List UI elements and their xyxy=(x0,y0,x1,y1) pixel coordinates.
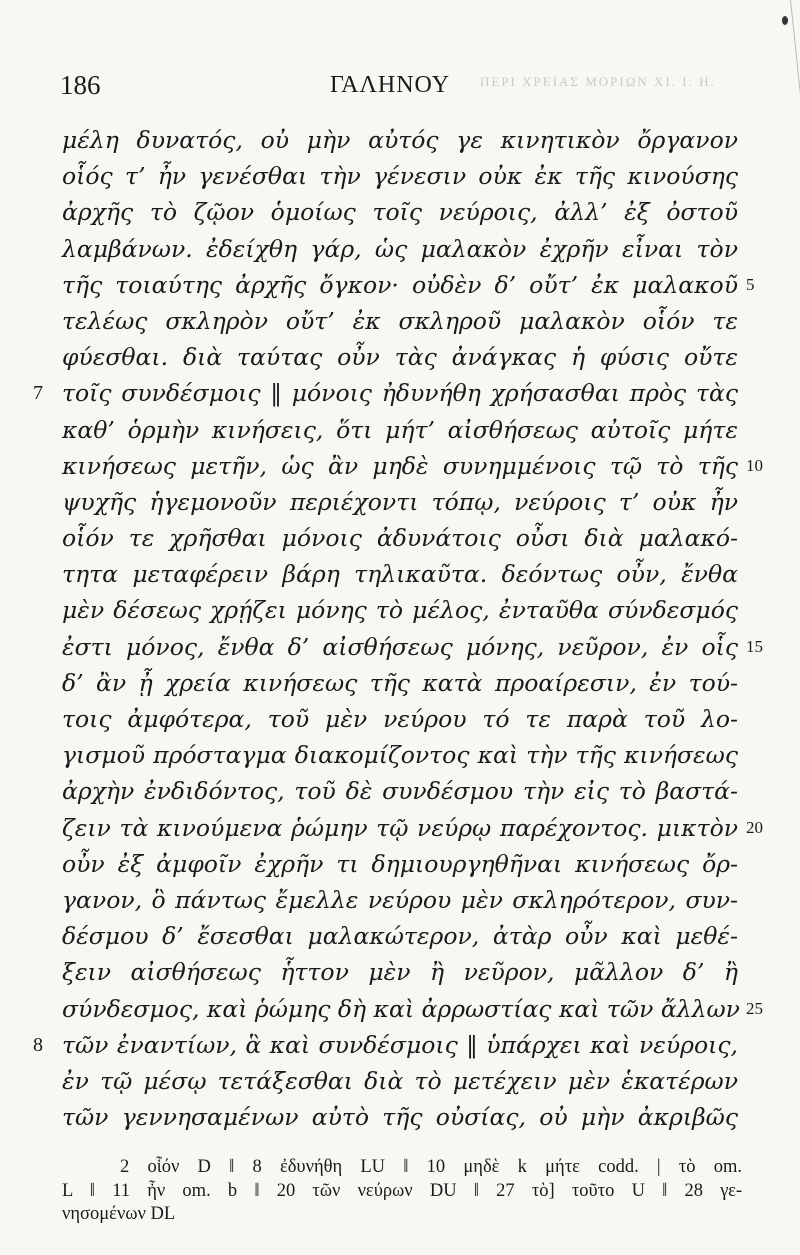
line-number: 25 xyxy=(746,998,763,1018)
text-line xyxy=(0,954,800,990)
line-text: κινήσεως μετῆν, ὡς ἂν μηδὲ συνημμένοις τῷ τὸ τῆς xyxy=(62,451,738,480)
text-line xyxy=(0,882,800,918)
line-text: καθ’ ὁρμὴν κινήσεις, ὅτι μήτ’ αἰσθήσεως αὐτοῖς μήτε xyxy=(62,415,738,444)
line-text: λαμβάνων. ἐδείχθη γάρ, ὡς μαλακὸν ἐχρῆν εἶναι τὸν xyxy=(62,234,738,263)
line-number: 15 xyxy=(746,636,763,656)
text-line xyxy=(0,484,800,520)
footnote-line: L ‖ 11 ἦν om. b ‖ 20 τῶν νεύρων DU ‖ 27 τὸ] τοῦτο U ‖ 28 γε- xyxy=(62,1180,742,1201)
apparatus-footnotes xyxy=(62,1156,742,1227)
line-text: δ’ ἂν ᾖ χρεία κινήσεως τῆς κατὰ προαίρεσιν, ἐν τού- xyxy=(62,668,738,697)
line-text: ψυχῆς ἡγεμονοῦν περιέχοντι τόπῳ, νεύροις τ’ οὐκ ἦν xyxy=(62,487,738,516)
line-text: ἐστι μόνος, ἔνθα δ’ αἰσθήσεως μόνης, νεῦρον, ἐν οἷς xyxy=(62,632,738,661)
line-text: οἷόν τε χρῆσθαι μόνοις ἀδυνάτοις οὖσι διὰ μαλακό- xyxy=(62,524,738,553)
line-text: τῶν ἐναντίων, ἃ καὶ συνδέσμοις ‖ ὑπάρχει καὶ νεύροις, xyxy=(62,1030,738,1059)
text-line xyxy=(0,701,800,737)
line-text: μὲν δέσεως χρῄζει μόνης τὸ μέλος, ἐνταῦθα σύνδεσμός xyxy=(62,596,738,625)
line-text: τητα μεταφέρειν βάρη τηλικαῦτα. δεόντως οὖν, ἔνθα xyxy=(62,560,738,589)
page-number: 186 xyxy=(60,70,101,100)
line-text: σύνδεσμος, καὶ ῥώμης δὴ καὶ ἀρρωστίας καὶ τῶν ἄλλων xyxy=(62,994,740,1023)
line-number: 20 xyxy=(746,817,763,837)
line-text: ἀρχῆς τὸ ζῷον ὁμοίως τοῖς νεύροις, ἀλλ’ ἐξ ὀστοῦ xyxy=(62,198,738,227)
line-text: τῆς τοιαύτης ἀρχῆς ὄγκον· οὐδὲν δ’ οὔτ’ ἐκ μαλακοῦ xyxy=(62,270,738,299)
text-line xyxy=(0,194,800,230)
line-text: φύεσθαι. διὰ ταύτας οὖν τὰς ἀνάγκας ἡ φύσις οὔτε xyxy=(62,343,738,372)
line-text: οὖν ἐξ ἀμφοῖν ἐχρῆν τι δημιουργηθῆναι κινήσεως ὄρ- xyxy=(62,849,738,878)
text-line xyxy=(0,231,800,267)
text-line xyxy=(0,991,800,1027)
text-line xyxy=(0,1099,800,1135)
line-text: οἷός τ’ ἦν γενέσθαι τὴν γένεσιν οὐκ ἐκ τῆς κινούσης xyxy=(62,162,738,191)
line-number: 5 xyxy=(746,274,755,294)
line-number: 10 xyxy=(746,455,763,475)
text-line xyxy=(0,1063,800,1099)
text-line xyxy=(0,158,800,194)
line-text: ξειν αἰσθήσεως ἧττον μὲν ἢ νεῦρον, μᾶλλον δ’ ἢ xyxy=(62,958,738,987)
text-line xyxy=(0,267,800,303)
text-line xyxy=(0,629,800,665)
footnote-line: νησομένων DL xyxy=(62,1204,176,1224)
text-line xyxy=(0,375,800,411)
text-line xyxy=(0,448,800,484)
text-line xyxy=(0,122,800,158)
ink-spot xyxy=(782,16,788,25)
text-line xyxy=(0,592,800,628)
line-text: τοῖς συνδέσμοις ‖ μόνοις ἠδυνήθη χρήσασθαι πρὸς τὰς xyxy=(62,379,738,408)
line-text: τῶν γεννησαμένων αὐτὸ τῆς οὐσίας, οὐ μὴν ἀκριβῶς xyxy=(62,1103,738,1132)
text-line xyxy=(0,810,800,846)
page-header xyxy=(0,70,800,106)
text-line xyxy=(0,556,800,592)
bleed-through-text: ΠΕΡΙ ΧΡΕΙΑΣ ΜΟΡΙΩΝ ΧΙ. Ι. Η. xyxy=(480,74,716,89)
text-line xyxy=(0,1027,800,1063)
line-text: ζειν τὰ κινούμενα ῥώμην τῷ νεύρῳ παρέχοντος. μικτὸν xyxy=(62,813,738,842)
edition-page-marker: 8 xyxy=(33,1033,43,1056)
line-text: μέλη δυνατός, οὐ μὴν αὐτός γε κινητικὸν ὄργανον xyxy=(62,126,738,154)
text-line xyxy=(0,773,800,809)
line-text: γανον, ὃ πάντως ἔμελλε νεύρου μὲν σκληρότερον, συν- xyxy=(62,885,738,914)
line-text: τελέως σκληρὸν οὔτ’ ἐκ σκληροῦ μαλακὸν οἷόν τε xyxy=(62,306,738,335)
main-text xyxy=(0,122,800,1135)
line-text: δέσμου δ’ ἔσεσθαι μαλακώτερον, ἀτὰρ οὖν καὶ μεθέ- xyxy=(62,922,738,951)
text-line xyxy=(0,665,800,701)
text-line xyxy=(0,520,800,556)
line-text: γισμοῦ πρόσταγμα διακομίζοντος καὶ τὴν τῆς κινήσεως xyxy=(62,741,738,770)
line-text: ἐν τῷ μέσῳ τετάξεσθαι διὰ τὸ μετέχειν μὲν ἑκατέρων xyxy=(62,1066,738,1095)
text-line xyxy=(0,846,800,882)
text-line xyxy=(0,339,800,375)
text-line xyxy=(0,737,800,773)
line-text: ἀρχὴν ἐνδιδόντος, τοῦ δὲ συνδέσμου τὴν εἰς τὸ βαστά- xyxy=(62,777,738,806)
footnote-line: 2 οἷόν D ‖ 8 ἐδυνήθη LU ‖ 10 μηδὲ k μήτε codd. | τὸ om. xyxy=(120,1157,742,1177)
line-text: τοις ἀμφότερα, τοῦ μὲν νεύρου τό τε παρὰ τοῦ λο- xyxy=(62,705,738,733)
running-head: ΓΑΛΗΝΟΥ xyxy=(330,72,451,98)
text-line xyxy=(0,412,800,448)
text-line xyxy=(0,918,800,954)
text-line xyxy=(0,303,800,339)
edition-page-marker: 7 xyxy=(33,382,43,405)
